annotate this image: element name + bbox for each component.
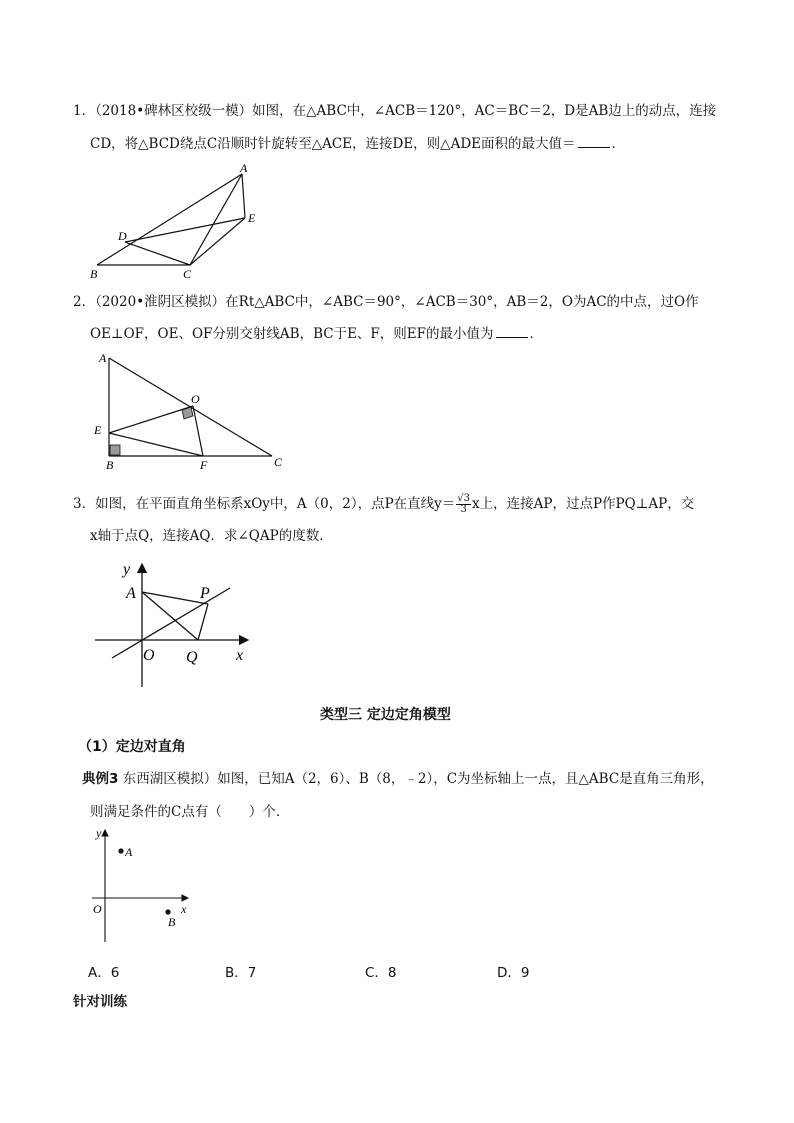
q1-label-A: A (240, 161, 248, 175)
q2-label-O: O (191, 392, 200, 406)
right-angle-mark-B (110, 445, 120, 455)
q3-line2: x轴于点Q，连接AQ．求∠QAP的度数． (90, 528, 333, 544)
q3-line1 (73, 492, 694, 516)
section-subtitle: （1）定边对直角 (78, 739, 186, 755)
example3-line1 (82, 770, 714, 788)
q2-label-E: E (94, 423, 102, 437)
q2-line1 (73, 293, 699, 311)
q1-line1 (73, 102, 716, 120)
ex3-label-x: x (181, 902, 187, 916)
q2-line2 (90, 325, 543, 343)
q1-label-C: C (183, 267, 192, 281)
option-d[interactable]: D．9 (497, 965, 530, 981)
q1-label-D: D (118, 229, 127, 243)
fraction-denominator: 3 (460, 504, 467, 515)
ex3-label-y: y (96, 826, 102, 840)
example3-text-1: 东西湖区模拟）如图，已知A（2，6）、B（8，﹣2），C为坐标轴上一点，且△ABC是直角三角形， (118, 771, 714, 787)
q3-label-Q: Q (186, 649, 198, 666)
q2-label-C: C (274, 455, 283, 469)
training-title: 针对训练 (73, 994, 127, 1010)
q1-figure (85, 160, 285, 280)
ex3-label-B: B (168, 915, 176, 929)
example3-label: 典例3 (82, 771, 119, 787)
q1-label-E: E (248, 211, 256, 225)
q2-label-F: F (200, 458, 208, 472)
option-c[interactable]: C．8 (365, 965, 397, 981)
q3-label-P: P (200, 585, 210, 602)
q3-label-O: O (143, 647, 155, 664)
q3-label-y: y (123, 561, 131, 578)
point-B (165, 909, 170, 914)
point-A (118, 848, 123, 853)
q3-number: 3． (73, 496, 96, 512)
q2-text-1: 在Rt△ABC中，∠ABC＝90°，∠ACB＝30°，AB＝2，O为AC的中点，过O作 (225, 294, 699, 310)
answer-blank (496, 325, 528, 338)
q3-label-A: A (126, 585, 136, 602)
q1-period: ． (611, 136, 625, 152)
q1-text-2: CD，将△BCD绕点C沿顺时针旋转至△ACE，连接DE，则△ADE面积的最大值＝ (90, 136, 576, 152)
example3-figure (88, 825, 198, 945)
fraction-numerator: √3 (457, 493, 471, 504)
q2-source: （2020•淮阴区模拟） (95, 294, 226, 310)
ex3-label-A: A (125, 845, 133, 859)
q2-text-2: OE⊥OF，OE、OF分别交射线AB，BC于E、F，则EF的最小值为 (90, 326, 494, 342)
q1-line2 (90, 135, 625, 153)
q3-label-x: x (236, 647, 244, 664)
q1-number: 1． (73, 103, 96, 119)
q3-text-1a: 如图，在平面直角坐标系xOy中，A（0，2），点P在直线y＝ (95, 496, 456, 512)
q2-label-A: A (99, 351, 107, 365)
q2-label-B: B (106, 458, 114, 472)
q1-label-B: B (90, 267, 98, 281)
example3-line2: 则满足条件的C点有（ ）个． (90, 804, 290, 820)
sqrt3-over-3-fraction (456, 494, 471, 515)
q2-figure (90, 350, 300, 475)
q3-text-1b: x上，连接AP，过点P作PQ⊥AP，交 (472, 496, 695, 512)
q2-number: 2． (73, 294, 96, 310)
section-title: 类型三 定边定角模型 (320, 707, 451, 723)
option-a[interactable]: A．6 (88, 965, 120, 981)
q2-period: ． (529, 326, 544, 342)
q1-source: （2018•碑林区校级一模） (95, 103, 253, 119)
q3-figure (90, 560, 260, 690)
option-b[interactable]: B．7 (225, 965, 257, 981)
answer-blank (578, 135, 610, 148)
ex3-label-O: O (93, 902, 102, 916)
q1-text-1: 如图，在△ABC中，∠ACB＝120°，AC＝BC＝2，D是AB边上的动点，连接 (252, 103, 717, 119)
